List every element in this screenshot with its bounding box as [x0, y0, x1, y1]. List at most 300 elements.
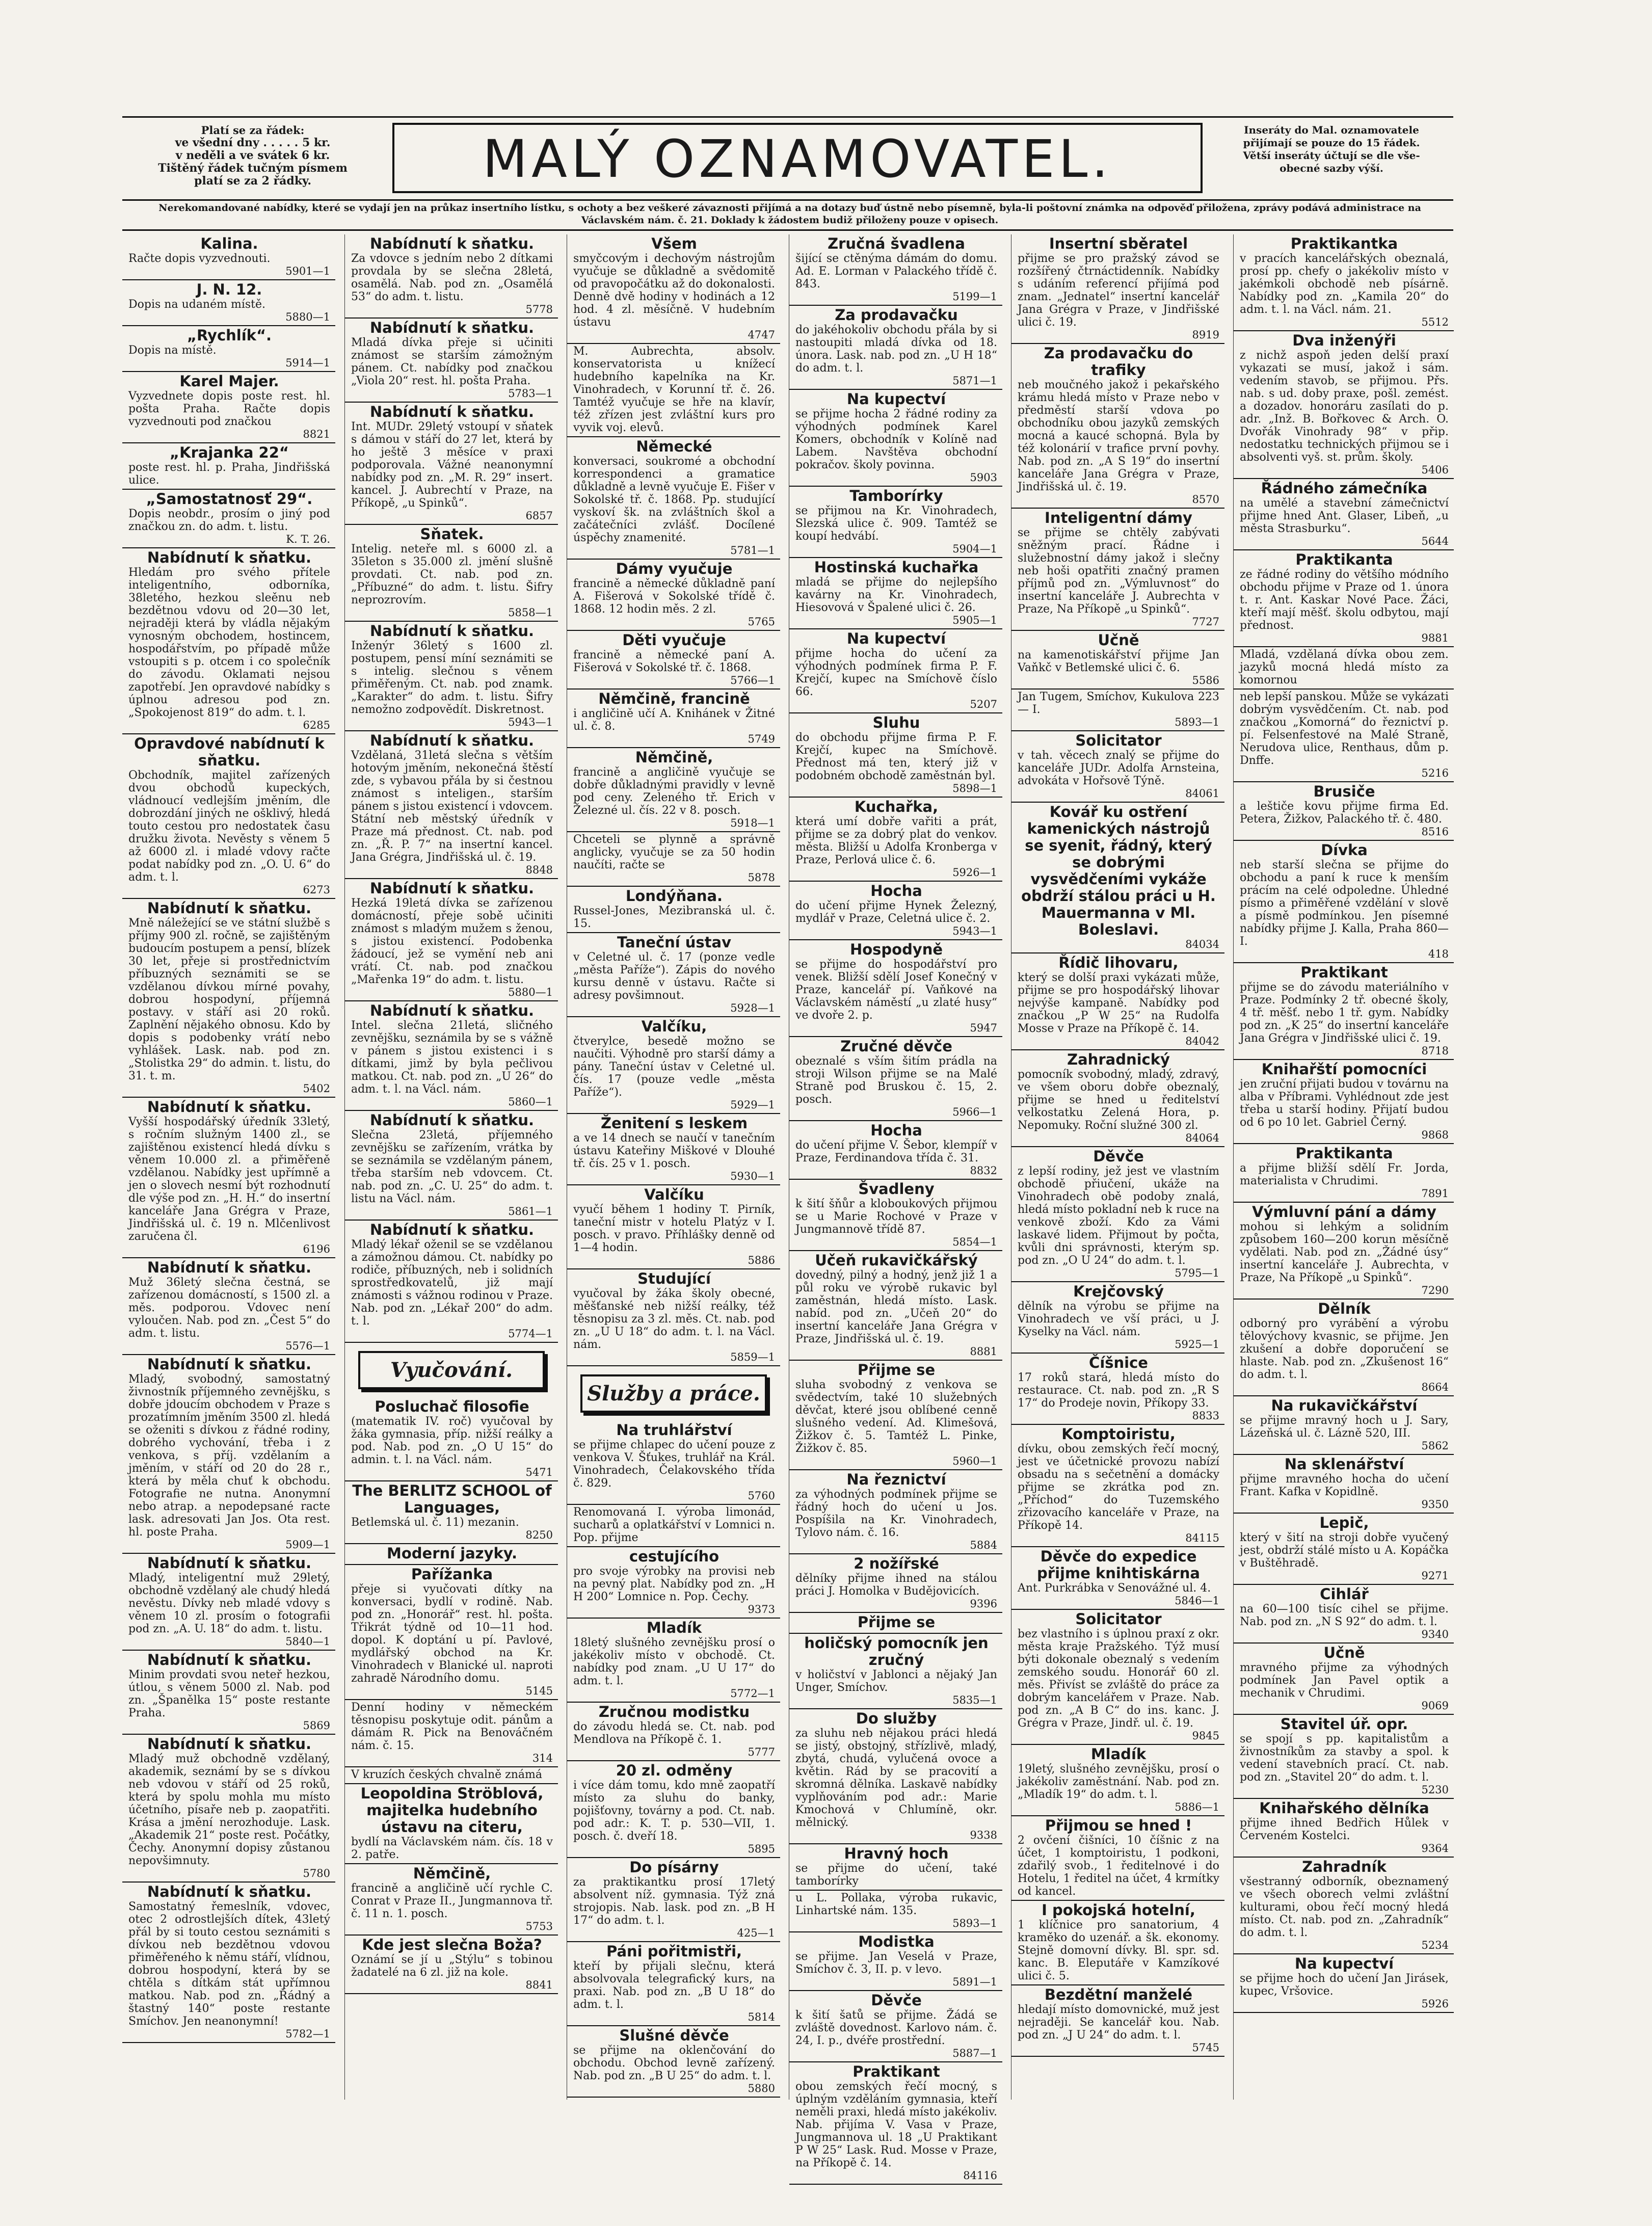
column-1: [122, 234, 335, 2100]
classified-ad: [345, 525, 558, 622]
ad-heading: Karel Majer.: [179, 373, 279, 390]
ad-text: který se dolší praxi vykázati může, přijme se pro hospodářský lihovar nejvýše kampaně. Nabídky pod značkou „P W 25“ na Rudolfa Mosse v Praze na Příkopě č. 14.: [1018, 971, 1219, 1035]
ad-heading: Moderní jazyky.: [386, 1545, 518, 1562]
ad-heading: „Rychlík“.: [186, 327, 272, 344]
classified-ad: [789, 1634, 1002, 1709]
ad-reference-number: 5926—1: [952, 866, 997, 879]
ad-reference-number: 8821: [303, 428, 330, 440]
price-line: v neděli a ve svátek 6 kr.: [175, 149, 330, 162]
ad-heading: Praktikanta: [1295, 551, 1393, 568]
ad-text: M. Aubrechta, absolv. konservatorista u knížecí hudebního kapelníka na Kr. Vinohradech, v Korunní tř. č. 26. Tamtéž vyučuje se hře na klavír, též zřízen jest zvláštní kurs pro vyvik voj. elevů.: [573, 345, 775, 434]
ad-heading: Dělník: [1318, 1300, 1371, 1317]
ad-text: který v šití na stroji dobře vyučený jest, obdrží stálé místo u A. Kopáčka v Buštěhradě.: [1240, 1531, 1449, 1570]
ad-text: Oznámí se jí u „Stýlu“ s tobinou žadatelé na 6 zl. již na kole.: [351, 1953, 553, 1979]
classified-ad: [1011, 1816, 1224, 1901]
ad-text: jen zruční přijati budou v továrnu na alba v Příbrami. Vyhlédnout zde jest třeba u starší hodiny. Přijatí budou od 6 po 10 let. Gabriel Černý.: [1240, 1078, 1449, 1129]
ad-heading: Hocha: [870, 882, 922, 899]
column-4: [789, 234, 1002, 2182]
ad-reference-number: 5869: [303, 1719, 330, 1732]
classified-ad: [122, 326, 335, 372]
ad-reference-number: 5880—1: [285, 311, 330, 323]
classified-ad: [345, 1397, 558, 1481]
ad-reference-number: 5230: [1421, 1784, 1449, 1796]
ad-heading: Za prodavačku do trafiky: [1044, 344, 1193, 379]
ad-text: z nichž aspoň jeden delší praxí vykazati se musí, jakož i sám. vedením stavob, se přijmou. Přs. nab. s ud. doby praxe, pošl. zemést. a dozadov. honoráru zasílati do p. adr. „Inž. B. Bořkovec & Arch. O. Dvořák Vinohrady 98“ v přip. nedostatku technických přijmou se i absolventi vyš. st. prům. školy.: [1240, 349, 1449, 464]
ad-reference-number: 5586: [1192, 674, 1219, 686]
classified-ad: [567, 1185, 780, 1269]
ad-heading: Na kupectví: [846, 390, 946, 408]
classified-ad: [122, 1651, 335, 1735]
ad-text: z lepší rodiny, jež jest ve vlastním obchodě přiučení, ukáže na Vinohradech obě podoby znalá, hledá místo pokladní neb k ruce na venkově zboží. Kdo za Vámi laskavé lidem. Přijmout by počta, kvůli dni správnosti, kterým sp. pod zn. „O U 24“ do adm. t. l.: [1018, 1165, 1219, 1267]
ad-reference-number: K. T. 26.: [286, 533, 330, 545]
ad-reference-number: 8841: [525, 1979, 553, 1991]
classified-ad: [567, 1619, 780, 1703]
ad-reference-number: 9881: [1421, 632, 1449, 644]
ad-heading: Zručná švadlena: [828, 235, 965, 252]
ad-text: za sluhu neb nějakou práci hledá se jistý, obstojný, střízlivě, mladý, zbytá, chudá, vylučená ovoce a květin. Rád by se pracovití a skromná dělníka. Laskavě nabídky vyplňováním pod adr.: Marie Kmochová v Chlumíně, okr. mělnický.: [795, 1727, 997, 1829]
ad-text: Slečna 23letá, příjemného zevnějšku se zařízením, vrátka by se seznámila se vzdělaným pánem, třeba starším neb vdovcem. Ct. nab. pod zn. „C. U. 25“ do adm. t. listu na Václ. nám.: [351, 1129, 553, 1205]
ad-reference-number: 84042: [1185, 1035, 1219, 1047]
ad-text: (matematik IV. roč) vyučoval by žáka gymnasia, příp. nižší reálky a pod. Nab. pod zn. „O U 15“ do admin. t. l. na Václ. nám.: [351, 1415, 553, 1466]
classified-ad: [122, 1554, 335, 1651]
ad-heading: Na kupectví: [1294, 1955, 1394, 1972]
classified-ad: [789, 1891, 1002, 1932]
ad-text: do jakéhokoliv obchodu přála by si nastoupiti mladá dívka od 18. února. Lask. nab. pod zn. „U H 18“ do adm. t. l.: [795, 324, 997, 375]
ad-text: ze řádné rodiny do většího módního obchodu přijme v Praze od 1. února t. r. Ant. Kaskar Nové Pace. Žáci, kteří mají měšť. školu odbytou, mají přednost.: [1240, 568, 1449, 632]
classified-ad: [567, 1858, 780, 1942]
ad-text: Mladý muž obchodně vzdělaný, akademik, seznámí by se s dívkou neb vdovou v stáří od 25 roků, která by spolu mohla mu místo účetního, písaře neb p. zaopatřiti. Krása a jmění nerozhoduje. Lask. „Akademik 21“ poste rest. Počátky, Čechy. Anonymní dopisy zůstanou nepovšimnuty.: [128, 1753, 330, 1867]
ad-heading: Číšnice: [1089, 1354, 1148, 1371]
ad-text: pro svoje výrobky na provisi neb na pevný plat. Nabídky pod zn. „H H 200“ Lomnice n. Pop. Čechy.: [573, 1565, 775, 1603]
classified-ad: [122, 490, 335, 548]
classified-ad: [789, 487, 1002, 558]
ad-text: Hezká 19letá dívka se zařízenou domácností, přeje sobě učiniti známost s mladým mužem s ženou, s jistou existencí. Podobenka žádoucí, jež se vymění neb ani vrátí. Ct. nab. pod značkou „Mařenka 19“ do adm. t. listu.: [351, 897, 553, 986]
classified-ad: [1234, 841, 1454, 963]
ad-heading: Němčině,: [635, 749, 713, 766]
ad-heading: Mladík: [1090, 1745, 1147, 1763]
classified-ad: [789, 629, 1002, 713]
ad-reference-number: 5406: [1421, 464, 1449, 476]
ad-reference-number: 5783—1: [508, 387, 553, 400]
ad-reference-number: 5862: [1421, 1440, 1449, 1452]
ad-heading: Nabídnutí k sňatku.: [369, 880, 535, 897]
ad-heading: Lepič,: [1319, 1514, 1369, 1531]
ad-reference-number: 5814: [748, 2011, 775, 2023]
classified-ad: [567, 1421, 780, 1505]
classified-ad: [1011, 1147, 1224, 1282]
ad-heading: J. N. 12.: [196, 281, 262, 298]
classified-ad: [789, 1554, 1002, 1613]
ad-reference-number: 84064: [1185, 1132, 1219, 1144]
ad-reference-number: 5901—1: [285, 265, 330, 277]
classified-ad: [122, 1258, 335, 1355]
ad-reference-number: 5893—1: [952, 1917, 997, 1929]
section-header-box: Vyučování.: [358, 1351, 545, 1389]
ad-reference-number: 5960—1: [952, 1455, 997, 1467]
ad-reference-number: 5216: [1421, 767, 1449, 779]
ad-reference-number: 5860—1: [508, 1096, 553, 1108]
ad-text: Inženýr 36letý s 1600 zl. postupem, pensí míní seznámiti se s intelig. slečnou s věnem přiměřeným. Ct. nab. pod znamk. „Karakter“ do adm. t. listu. Šifry nemožno zodpovědít. Diskretnost.: [351, 640, 553, 716]
ad-text: Mladá dívka přeje si učiniti známost se starším zámožným pánem. Ct. nabídky pod značkou „Viola 20“ rest. hl. pošta Praha.: [351, 336, 553, 387]
ad-heading: Posluchač filosofie: [375, 1398, 529, 1415]
ad-heading: Nabídnutí k sňatku.: [147, 1883, 312, 1900]
classified-ad: [1234, 1144, 1454, 1203]
ad-heading: Sňatek.: [420, 525, 484, 543]
ad-text: přijme se do závodu materiálního v Praze. Podmínky 2 tř. obecné školy, 4 tř. měšť. nebo 1 tř. gym. Nabídky pod zn. „K 25“ do insertní kanceláře Jana Grégra v Jindřišské ulici č. 19.: [1240, 981, 1449, 1045]
classified-ad: [345, 1565, 558, 1700]
ad-text: neb lepší panskou. Může se vykázati dobrým vysvědčením. Ct. nab. pod značkou „Komorná“ do řeznictví p. pí. Felsenfestové na Malé Straně, Nerudova ulice, Renthaus, dům p. Dnffe.: [1240, 691, 1449, 767]
ad-reference-number: 9340: [1421, 1628, 1449, 1640]
ad-text: v Celetné ul. č. 17 (ponze vedle „města Paříže“). Zápis do nového kursu denně v ústavu. Račte si adresy povšimnout.: [573, 951, 775, 1002]
ad-heading: Nabídnutí k sňatku.: [147, 1098, 312, 1116]
ad-text: k šití šatů se přijme. Žádá se zvláště dovednost. Karlovo nám. č. 24, I. p., dvéře prostřední.: [795, 2009, 997, 2047]
ad-heading: Zahradník: [1302, 1858, 1387, 1875]
ad-text: do obchodu přijme firma P. F. Krejčí, kupec na Smíchově. Přednost má ten, který již v podobném obchodě zaměstnán byl.: [795, 731, 997, 782]
ad-reference-number: 5886—1: [1175, 1801, 1219, 1813]
ad-reference-number: 8832: [970, 1164, 997, 1177]
ad-heading: Insertní sběratel: [1049, 235, 1188, 252]
ad-text: sluha svobodný z venkova se svědectvím, také 10 služebných děvčat, které jsou oblíbené cenně slušného vedení. Ad. Klimešová, Žižkov č. 5. Tamtéž L. Pinke, Žižkov č. 85.: [795, 1379, 997, 1455]
ad-heading: Brusiče: [1313, 783, 1375, 800]
ad-text: Mladá, vzdělaná dívka obou zem. jazyků mocná hledá místo za komornou: [1240, 648, 1449, 686]
ad-heading: „Krajanka 22“: [170, 444, 289, 461]
ad-text: přeje si vyučovati dítky na konversaci, bydlí v rodině. Nab. pod zn. „Honorář“ rest. hl. pošta. Třikrát týdně od 10—11 hod. dopol. K doptání u pí. Pavlové, mydlářský obchod na Kr. Vinohradech v Blanické ul. naproti zahradě Národního domu.: [351, 1583, 553, 1685]
ad-text: Intelig. neteře ml. s 6000 zl. a 35leton s 35.000 zl. jmění slušně provdati. Ct. nab. pod zn. „Příbuzné“ do adm. t. listu. Šifry neprozrovím.: [351, 543, 553, 606]
classified-ad: [789, 1991, 1002, 2062]
ad-heading: Kde jest slečna Boža?: [362, 1936, 542, 1953]
ad-text: se spojí s pp. kapitalistům a živnostníkům za stavby a spol. k vedení stavebních prací. Ct. nab. pod zn. „Stavitel 20“ do adm. t. l.: [1240, 1733, 1449, 1784]
ad-text: se přijme do hospodářství pro venek. Bližší sdělí Josef Konečný v Praze, kancelář pí. Vaňkové na Václavském náměstí „u zlaté husy“ ve dvoře 2. p.: [795, 958, 997, 1022]
classified-ad: [1011, 1745, 1224, 1816]
ad-reference-number: 5576—1: [285, 1340, 330, 1352]
ad-heading: Nabídnutí k sňatku.: [147, 1356, 312, 1373]
ad-text: Mně náležející se ve státní službě s příjmy 900 zl. ročně, se zajištěným budoucím postupem a pensí, blízek 30 let, přeje si prostřednictvím příbuzných seznámiti se se vzdělanou dívkou mírné povahy, dobrou hospodyní, příjemná postavy. v stáří asi 20 roků. Zaplnění nějakého obnosu. Kdo by dopis s podobenky vrátí nebo vyhlášek. Lask. nab. pod zn. „Stolistka 29“ do admin. t. listu, do 31. t. m.: [128, 917, 330, 1082]
ad-text: za výhodných podmínek přijme se řádný hoch do učení u Jos. Pospíšila na Kr. Vinohradech, Tylovo nám. č. 16.: [795, 1488, 997, 1539]
ad-heading: Valčíku: [644, 1186, 704, 1203]
classified-ad: [1011, 1547, 1224, 1610]
classified-ad: [1234, 1514, 1454, 1585]
classified-ad: [345, 234, 558, 319]
administration-notice: Nerekomandované nabídky, které se vydají jen na průkaz insertního lístku, s ochoty a bez veškeré závaznosti přijímá a na dotazy buď ústně nebo písemně, byla-li poštovní známka na odpověď přiložena, zprávy podává administrace na Václavském nám. č. 21. Doklady k žádostem budiž přiloženy pouze v opisech.: [158, 202, 1421, 226]
ad-reference-number: 5766—1: [730, 674, 775, 686]
ad-heading: Nabídnutí k sňatku.: [147, 1735, 312, 1753]
ad-heading: Řádného zámečníka: [1261, 480, 1428, 497]
price-line: Platí se za řádek:: [201, 124, 305, 137]
classified-ad: [789, 798, 1002, 882]
classified-ad: [567, 1505, 780, 1547]
ad-heading: Přijmou se hned !: [1045, 1817, 1192, 1834]
ad-text: Jan Tugem, Smíchov, Kukulova 223 — I.: [1018, 691, 1219, 716]
ad-heading: Řídič lihovaru,: [1058, 954, 1179, 971]
classified-ad: [345, 1767, 558, 1784]
ad-text: vyučoval by žáka školy obecné, měšťanské neb nižší reálky, též těsnopisu za 3 zl. měs. Ct. nab. pod zn. „U U 18“ do adm. t. l. na Václ. nám.: [573, 1287, 775, 1351]
ad-reference-number: 5943—1: [508, 716, 553, 728]
ad-reference-number: 5402: [303, 1082, 330, 1095]
ad-text: a ve 14 dnech se naučí v tanečním ústavu Kateřiny Miškové v Dlouhé tř. čís. 25 v 1. posch.: [573, 1132, 775, 1170]
classified-ad: [345, 1784, 558, 1864]
ad-text: kteří by přijali slečnu, která absolvovala telegrafický kurs, na praxi. Nab. pod zn. „B U 18“ do adm. t. l.: [573, 1960, 775, 2011]
ad-reference-number: 5777: [748, 1746, 775, 1758]
ad-text: Int. MUDr. 29letý vstoupí v sňatek s dámou v stáří do 27 let, která by ho ještě 3 měsíce v praxi podporovala. Vážné neanonymní nabídky pod zn. „M. R. 29“ insert. kancel. J. Aubrechtí v Praze, na Příkopě, „u Spinků“.: [351, 420, 553, 510]
rule-line: Inseráty do Mal. oznamovatele: [1244, 124, 1419, 136]
ad-text: Mladý, inteligentní muž 29letý, obchodně vzdělaný ale chudý hledá nevěstu. Dívky neb mladé vdovy s věnem 10 zl. prosím o fotografii pod zn. „A. U. 18“ do adm. t. listu.: [128, 1572, 330, 1635]
classified-ad: [1234, 1300, 1454, 1396]
ad-text: Vyzvednete dopis poste rest. hl. pošta Praha. Račte dopis vyzvednouti pod značkou: [128, 390, 330, 428]
classified-ad: [122, 899, 335, 1098]
insertion-rules-box: [1212, 124, 1451, 193]
ad-reference-number: 5930—1: [730, 1170, 775, 1182]
classified-ad: [1011, 803, 1224, 953]
ad-reference-number: 5774—1: [508, 1328, 553, 1340]
ad-reference-number: 5765: [748, 616, 775, 628]
ad-heading: Stavitel úř. opr.: [1280, 1715, 1408, 1733]
ad-text: Obchodník, majitel zařízených dvou obchodů kupeckých, vládnoucí vedlejším jměním, dle dobrozdání jiných ne ošklivý, hledá touto cestou pro nedostatek času družku života. Nevěsty s věnem 5 až 6000 zl. i mladé vdovy račte podat nabídky pod zn. „O. U. 6“ do adm. t. l.: [128, 769, 330, 884]
ad-reference-number: 425—1: [737, 1927, 775, 1939]
ad-reference-number: 5914—1: [285, 357, 330, 369]
ad-reference-number: 5887—1: [952, 2047, 997, 2059]
classified-ad: [1234, 1203, 1454, 1300]
ad-reference-number: 5905—1: [952, 614, 997, 626]
ad-reference-number: 84034: [1185, 938, 1219, 950]
ad-heading: Nabídnutí k sňatku.: [147, 1259, 312, 1276]
ad-text: v holičství v Jablonci a nějaký Jan Unger, Smíchov.: [795, 1668, 997, 1694]
ad-text: i více dám tomu, kdo mně zaopatří místo za sluhu do banky, pojišťovny, továrny a pod. Ct. nab. pod adr.: K. T. p. 530—VII, 1. posch. č. dveří 18.: [573, 1779, 775, 1843]
ad-text: a přijme bližší sdělí Fr. Jorda, materialista v Chrudimi.: [1240, 1162, 1449, 1187]
classified-ad: [1011, 344, 1224, 509]
classified-ad: [789, 1180, 1002, 1251]
ad-reference-number: 5840—1: [285, 1635, 330, 1648]
section-header-box: Služby a práce.: [580, 1374, 767, 1413]
ad-text: odborný pro vyrábění a výrobu tělovýchovy kvasnic, se přijme. Jen zkušení a dobře doporučení se hlaste. Nab. pod zn. „Zkušenost 16“ do adm. t. l.: [1240, 1317, 1449, 1381]
ad-text: Denní hodiny v německém těsnopisu poskytuje odit. pánům a dámám R. Pick na Benováčném nám. č. 15.: [351, 1701, 553, 1752]
ad-reference-number: 5929—1: [730, 1099, 775, 1111]
classified-ad: [567, 1017, 780, 1114]
classified-ad: [789, 558, 1002, 629]
ad-heading: Hostinská kuchařka: [814, 559, 979, 576]
ad-reference-number: 5858—1: [508, 606, 553, 619]
classified-ad: [1011, 1901, 1224, 1985]
ad-heading: 20 zl. odměny: [616, 1762, 733, 1779]
classified-ad: [567, 234, 780, 344]
ad-reference-number: 5947: [970, 1022, 997, 1034]
ad-heading: Nabídnutí k sňatku.: [369, 1111, 535, 1129]
ad-reference-number: 5471: [525, 1466, 553, 1478]
ad-heading: Solicitator: [1075, 1610, 1162, 1628]
ad-reference-number: 5895: [748, 1843, 775, 1855]
ad-text: Račte dopis vyzvednouti.: [128, 252, 271, 265]
ad-text: obeznalé s vším šitím prádla na stroji Wilson přijme se na Malé Straně pod Bruskou č. 15, 2. posch.: [795, 1055, 997, 1106]
classified-ad: [567, 1942, 780, 2026]
ad-text: hledají místo domovnické, muž jest nejraději. Se kancelář kou. Nab. pod zn. „J U 24“ do adm. t. l.: [1018, 2003, 1219, 2042]
classified-ad: [345, 622, 558, 731]
classified-ad: [789, 2062, 1002, 2185]
ad-reference-number: 5835—1: [952, 1694, 997, 1706]
ad-heading: Pařížanka: [411, 1566, 493, 1583]
ad-heading: 2 nožířské: [854, 1555, 939, 1572]
ad-reference-number: 6285: [303, 719, 330, 731]
ad-heading: Tamborírky: [849, 487, 943, 505]
ad-text: Chceteli se plynně a správně anglicky, vyučuje se za 50 hodin naučíti, račte se: [573, 833, 775, 871]
ad-reference-number: 5918—1: [730, 817, 775, 829]
ad-reference-number: 5871—1: [952, 375, 997, 387]
classified-ad: [345, 1936, 558, 1994]
classified-ad: [122, 1883, 335, 2043]
ad-heading: Nabídnutí k sňatku.: [147, 549, 312, 566]
classified-ad: [122, 372, 335, 443]
ad-heading: Bezdětní manželé: [1044, 1986, 1193, 2003]
ad-text: Russel-Jones, Mezibranská ul. č. 15.: [573, 905, 775, 930]
classified-ad: [122, 1355, 335, 1554]
classified-ad: [1234, 1396, 1454, 1455]
ad-text: na 60—100 tisíc cihel se přijme. Nab. pod zn. „N S 92“ do adm. t. l.: [1240, 1603, 1449, 1628]
classified-ad: [345, 1111, 558, 1221]
ad-reference-number: 8881: [970, 1345, 997, 1358]
ad-reference-number: 8833: [1192, 1410, 1219, 1422]
ad-reference-number: 9271: [1421, 1570, 1449, 1582]
ad-reference-number: 5861—1: [508, 1205, 553, 1217]
ad-text: v pracích kancelářských obeznalá, prosí pp. chefy o jakékoliv místo v jakémkoli obchodě neb písárně. Nabídky pod zn. „Kamila 20“ do adm. t. l. na Václ. nám. 21.: [1240, 252, 1449, 316]
classified-ad: [789, 1121, 1002, 1180]
ad-reference-number: 5878: [748, 871, 775, 884]
ad-heading: Modistka: [858, 1933, 935, 1950]
ad-heading: Učeň rukavičkářský: [815, 1252, 978, 1269]
ad-reference-number: 5859—1: [730, 1351, 775, 1363]
ad-text: na umělé a stavební zámečnictví přijme hned Ant. Glaser, Libeň, „u města Strasburku“.: [1240, 497, 1449, 535]
ad-heading: Za prodavačku: [835, 306, 958, 324]
ad-heading: Ženitení s leskem: [600, 1115, 748, 1132]
ad-heading: holičský pomocník jen zručný: [804, 1634, 989, 1668]
ad-text: do závodu hledá se. Ct. nab. pod Mendlova na Příkopě č. 1.: [573, 1720, 775, 1746]
ad-text: Samostatný řemeslník, vdovec, otec 2 odrostlejších dítek, 43letý přál by si touto cestou seznámiti s dívkou neb bezdětnou vdovou přiměřeného k němu stáří, vlídnou, dobrou hospodyní, která by se chtěla s dítkám stát upřímnou matkou. Nab. pod zn. „Řádný a štastný 140“ poste restante Smíchov. Jen neanonymní!: [128, 1900, 330, 2028]
ad-heading: Kovář ku ostření kamenických nástrojů se syenit, řádný, který se dobrými vysvědčeními vykáže obdrží stálou práci u H. Mauermanna v Ml. Boleslavi.: [1021, 803, 1216, 938]
ad-reference-number: 9338: [970, 1829, 997, 1841]
ad-heading: Valčíku,: [641, 1018, 707, 1035]
ad-heading: Hravný hoch: [844, 1845, 949, 1862]
ad-reference-number: 9845: [1192, 1730, 1219, 1742]
ad-heading: Nabídnutí k sňatku.: [369, 235, 535, 252]
classified-ad: [789, 1251, 1002, 1361]
ad-heading: Nabídnutí k sňatku.: [369, 732, 535, 749]
ad-reference-number: 418: [1428, 948, 1449, 960]
classified-ad: [1011, 1354, 1224, 1425]
ad-text: Dopis neobdr., prosím o jiný pod značkou zn. do adm. t. listu.: [128, 508, 330, 533]
classified-ad: [1234, 1799, 1454, 1858]
ad-reference-number: 5745: [1192, 2042, 1219, 2054]
ad-text: Mladý, svobodný, samostatný živnostník příjemného zevnějšku, s dobře jdoucím obchodem v Praze s prozatímním jměním 3500 zl. hledá se oženiti s dívkou z řádné rodiny, dobrého vychování, třeba i z venkova, s příj. vzdělaním a jměním, v stáří od 20 do 28 r., která by měla chuť k obchodu. Fotografie ne nutna. Anonymní nebo atrap. a nepodepsané racte lask. adresovati Jan Jos. Ota rest. hl. poste Praha.: [128, 1373, 330, 1539]
ad-heading: Praktikanta: [1295, 1145, 1393, 1162]
ad-heading: Knihařského dělníka: [1259, 1799, 1429, 1817]
ad-heading: Dívka: [1321, 841, 1368, 859]
ad-reference-number: 314: [532, 1752, 553, 1764]
ad-text: bez vlastního i s úplnou praxí z okr. města kraje Pražského. Týž musí býti dokonale obeznalý s vedením zemského soudu. Honorář 60 zl. měs. Přivíst se zvláště do práce za dobrým kancelářem v Praze. Nab. pod zn. „A B C“ do ins. kanc. J. Grégra v Praze, Jindř. ul. č. 19.: [1018, 1628, 1219, 1730]
ad-text: se přijme hocha 2 řádné rodiny za výhodných podmínek Karel Komers, obchodník v Kolíně nad Labem. Navštěva obchodní pokračov. školy povinna.: [795, 408, 997, 471]
classified-ad: [1234, 1455, 1454, 1514]
column-5: [1011, 234, 1224, 2100]
classified-ad: [789, 1932, 1002, 1991]
ad-heading: Opravdové nabídnutí k sňatku.: [134, 735, 325, 769]
classified-ad: [1011, 1610, 1224, 1745]
ad-text: se přijme chlapec do učení pouze z venkova V. Šťukes, truhlář na Král. Vinohradech, Čelakovského třída č. 829.: [573, 1439, 775, 1490]
classified-ad: [567, 748, 780, 832]
ad-reference-number: 8919: [1192, 329, 1219, 341]
ad-heading: Na rukavičkářství: [1271, 1397, 1418, 1414]
ad-heading: Německé: [636, 438, 712, 455]
ad-text: obou zemských řečí mocný, s úplným vzděláním gymnasia, kteří neměli praxi, hledá místo jakékoliv. Nab. přijíma V. Vasa v Praze, Jungmannova ul. 18 „U Praktikant P W 25“ Lask. Rud. Mosse v Praze, na Příkopě č. 14.: [795, 2080, 997, 2169]
ad-heading: Slušné děvče: [619, 2027, 729, 2044]
classified-ad: [567, 887, 780, 933]
classified-ad: [1011, 509, 1224, 631]
ad-reference-number: 5898—1: [952, 782, 997, 794]
classified-ad: [1234, 1585, 1454, 1644]
ad-text: všestranný odborník, obeznamený ve všech oborech velmi zvláštní kulturami, obou řečí mocný hledá místo. Ct. nab. pod zn. „Zahradník“ do adm. t. l.: [1240, 1875, 1449, 1939]
ad-text: k šití šňůr a kloboukových přijmou se u Marie Rochové v Praze v Jungmannově třídě 87.: [795, 1198, 997, 1236]
price-line: Tištěný řádek tučným písmem: [158, 162, 348, 175]
ad-reference-number: 5781—1: [730, 544, 775, 556]
classified-ad: [1011, 1050, 1224, 1147]
ad-heading: Přijme se: [857, 1613, 936, 1631]
ad-text: poste rest. hl. p. Praha, Jindřišská ulice.: [128, 461, 330, 487]
ad-text: 2 ovčení čišníci, 10 číšnic z na účet, 1 komptoiristu, 1 podkoni, zdařilý svob., 1 ředitelnové i do Hotelu, 1 ředitel na účet, 4 krmítky od kancel.: [1018, 1834, 1219, 1898]
ad-heading: Učně: [1098, 631, 1139, 649]
classified-ad: [345, 1221, 558, 1343]
ad-heading: Na řeznictví: [846, 1471, 946, 1488]
ad-reference-number: 5749: [748, 733, 775, 745]
classified-ad: [1234, 550, 1454, 647]
ad-text: přijme se pro pražský závod se rozšířený čtrnáctidenník. Nabídky s udáním referencí přijímá pod znam. „Jednatel“ insertní kancelář Jana Grégra v Praze, v Jindřišské ulici č. 19.: [1018, 252, 1219, 329]
ad-heading: Na kupectví: [846, 630, 946, 647]
ad-reference-number: 84115: [1185, 1532, 1219, 1544]
ad-reference-number: 5880: [748, 2082, 775, 2095]
ad-text: šijící se ctěnýma dámám do domu. Ad. E. Lorman v Palackého třídě č. 843.: [795, 252, 997, 290]
divider: [122, 229, 1453, 231]
rule-line: obecné sazby výší.: [1280, 162, 1383, 174]
classified-ad: [567, 1547, 780, 1619]
classified-ad: [345, 403, 558, 525]
classified-ad: [345, 1481, 558, 1544]
masthead: [122, 116, 1453, 201]
ad-reference-number: 5234: [1421, 1939, 1449, 1951]
ad-heading: Přijme se: [857, 1361, 936, 1379]
ad-reference-number: 6196: [303, 1243, 330, 1255]
ad-reference-number: 8848: [525, 864, 553, 876]
ad-heading: Nabídnutí k sňatku.: [369, 622, 535, 640]
ad-text: konversaci, soukromé a obchodní korrespondenci a gramatice důkladně a levně vyučuje E. Fišer v Sokolské tř. č. 1868. Pp. studující vyskoví šk. na zvláštních škol a začátečníci zvlášť. Docílené úspěchy znamenité.: [573, 455, 775, 544]
ad-heading: Sluhu: [872, 714, 920, 731]
ad-text: která umí dobře vařiti a prát, přijme se za dobrý plat do venkov. města. Bližší u Adolfa Kronberga v Praze, Perlová ulice č. 6.: [795, 815, 997, 866]
ad-text: Vzdělaná, 31letá slečna s větším hotovým jměním, nekonečná štěstí zde, s vybavou přála by si čestnou známost s inteligen., starším pánem s jistou existencí i vdovcem. Státní neb městský úředník v Praze má přednost. Ct. nab. pod zn. „Ř. P. 7“ na insertní kancel. Jana Grégra, Jindřišská ul. č. 19.: [351, 749, 553, 864]
classified-ad: [789, 1844, 1002, 1891]
ad-heading: Do písárny: [629, 1859, 719, 1876]
classified-ad: [789, 1470, 1002, 1554]
ad-text: francině a německé důkladně paní A. Fišerová v Sokolské třídě č. 1868. 12 hodin měs. 2 zl.: [573, 577, 775, 616]
classified-ad: [1234, 1644, 1454, 1715]
classified-ad: [1234, 1858, 1454, 1954]
ad-heading: Děvče: [1093, 1148, 1144, 1165]
ad-heading: Všem: [651, 235, 697, 252]
ad-heading: Praktikant: [852, 2063, 940, 2080]
ad-reference-number: 5145: [525, 1685, 553, 1697]
ad-heading: Do služby: [856, 1710, 937, 1727]
ad-text: francině a angličině učí rychle C. Conrat v Praze II., Jungmannova tř. č. 11 n. 1. posch.: [351, 1882, 553, 1920]
ad-reference-number: 5909—1: [285, 1539, 330, 1551]
classified-ad: [1011, 1282, 1224, 1354]
classified-ad: [1234, 479, 1454, 550]
classified-ad: [789, 713, 1002, 798]
ad-text: přijme ihned Bedřich Hůlek v Červeném Kostelci.: [1240, 1817, 1449, 1842]
ad-text: u L. Pollaka, výroba rukavic, Linhartské nám. 135.: [795, 1892, 997, 1917]
classified-ad: [789, 1709, 1002, 1844]
ad-heading: Děvče do expedice přijme knihtiskárna: [1037, 1548, 1200, 1582]
